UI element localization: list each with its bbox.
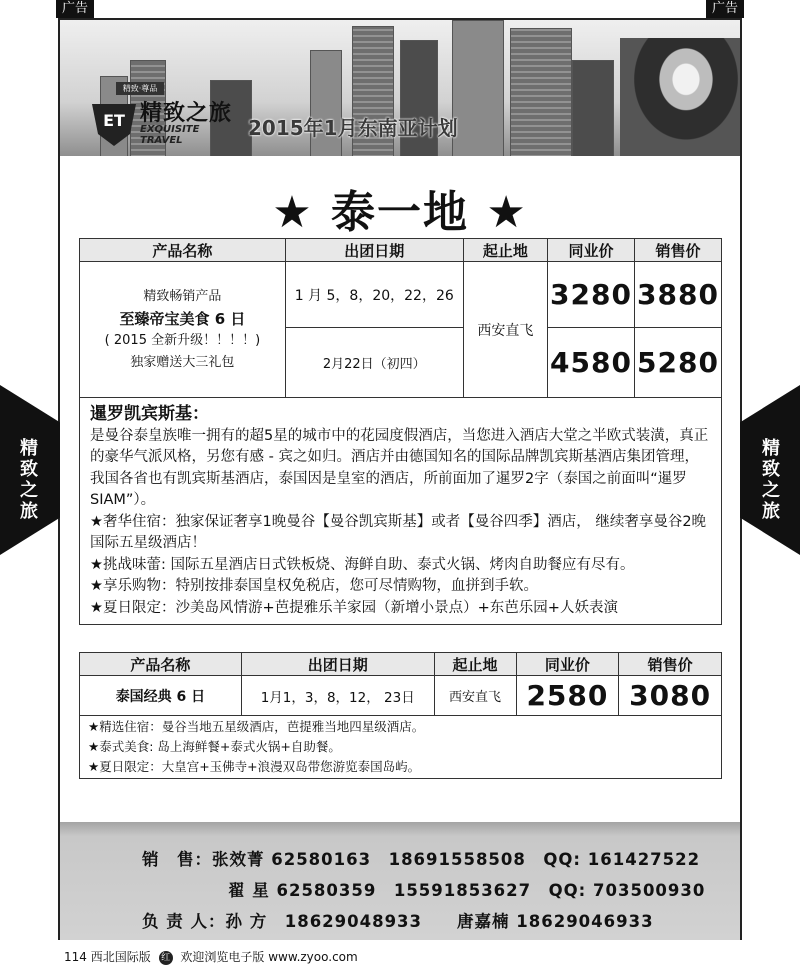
col-header: 产品名称: [80, 239, 286, 262]
brand-name-en: [140, 124, 199, 146]
col-header: 产品名称: [80, 653, 242, 676]
banner: [60, 20, 740, 156]
col-header: 销售价: [619, 653, 722, 676]
ad-tag-left: 广告: [56, 0, 94, 18]
col-header: 同业价: [516, 653, 619, 676]
sale-price: 3080: [619, 676, 722, 716]
side-tab-label-left: 精致之旅: [20, 438, 38, 522]
brand-name: 精致之旅: [140, 101, 233, 126]
brand-en-line2: TRAVEL: [140, 135, 183, 146]
sale-price: 3880: [635, 262, 722, 328]
banner-title: 2015年1月东南亚计划: [248, 116, 458, 140]
page-footer: [64, 948, 358, 965]
product-line: ( 2015 全新升级！！！！): [104, 332, 261, 348]
feature-bullet: ★夏日限定：大皇宫+玉佛寺+浪漫双岛带您游览泰国岛屿。: [88, 759, 421, 774]
model-photo: [620, 38, 740, 156]
feature-bullet: ★挑战味蕾: 国际五星酒店日式铁板烧、海鲜自助、泰式火锅、烤肉自助餐应有尽有。: [90, 556, 635, 573]
feature-bullet: ★夏日限定：沙美岛风情游+芭提雅乐羊家园（新增小景点）+东芭乐园+人妖表演: [90, 599, 618, 616]
contact-line: 销 售：张效菁 62580163 18691558508 QQ: 161427522: [142, 850, 701, 869]
building: [510, 28, 572, 156]
contact-line: 负 责 人：孙 方 18629048933 唐嘉楠 18629046933: [142, 912, 654, 931]
depart-dates: 1月1，3，8，12， 23日: [241, 676, 434, 716]
feature-bullet: ★奢华住宿：独家保证奢享1晚曼谷【曼谷凯宾斯基】或者【曼谷四季】酒店， 继续奢享曼谷2晚国际五星级酒店！: [90, 513, 707, 551]
col-header: 起止地: [463, 239, 547, 262]
trade-price: 2580: [516, 676, 619, 716]
building: [452, 20, 504, 156]
product-line: 精致畅销产品: [143, 288, 222, 304]
ad-tag-right: 广告: [706, 0, 744, 18]
feature-bullet: ★享乐购物：特别按排泰国皇权免税店，您可尽情购物，血拼到手软。: [90, 578, 538, 594]
sale-price: 5280: [635, 328, 722, 398]
section-name: 西北国际版: [90, 950, 151, 964]
product-name-cell: [80, 262, 286, 398]
depart-dates: 1 月 5，8，20，22，26: [285, 262, 463, 328]
product-2-features: [79, 716, 722, 779]
hotel-description: [79, 398, 722, 625]
trade-price: 4580: [548, 328, 635, 398]
contact-line: 翟 星 62580359 15591853627 QQ: 703500930: [228, 881, 706, 900]
side-tab-label-right: 精致之旅: [762, 438, 780, 522]
product-table-1: [79, 238, 722, 398]
newspaper-icon: 红: [159, 951, 173, 965]
brand-badge: 精致·尊品: [116, 82, 164, 95]
page-number: 114: [64, 950, 87, 964]
col-header: 出团日期: [241, 653, 434, 676]
feature-bullet: ★泰式美食: 岛上海鲜餐+泰式火锅+自助餐。: [88, 739, 341, 754]
product-line: 至臻帝宝美食 6 日: [119, 309, 246, 328]
product-table-2: [79, 652, 722, 716]
col-header: 同业价: [548, 239, 635, 262]
brand-en-line1: EXQUISITE: [140, 124, 200, 135]
product-name-cell: 泰国经典 6 日: [80, 676, 242, 716]
building: [572, 60, 614, 156]
svg-text:ET: ET: [103, 111, 125, 130]
col-header: 起止地: [434, 653, 516, 676]
section-title: 暹罗凯宾斯基：: [90, 404, 209, 424]
website-text: 欢迎浏览电子版 www.zyoo.com: [180, 950, 358, 964]
contact-footer: [60, 822, 740, 940]
description-body: 是曼谷泰皇族唯一拥有的超5星的城市中的花园度假酒店，当您进入酒店大堂之半欧式装潢，真正的豪华气派风格，另您有感 - 宾之如归。酒店并由德国知名的国际品牌凯宾斯基酒店集团管理，我国各省也有凯宾斯基酒店，泰国因是皇室的酒店，所前面加了暹罗2字（泰国之前面叫“暹罗 SIAM”）。: [90, 427, 709, 508]
origin-cell: 西安直飞: [434, 676, 516, 716]
page-title: ★ 泰一地 ★: [272, 187, 528, 238]
col-header: 销售价: [635, 239, 722, 262]
product-line: 独家赠送大三礼包: [130, 354, 235, 370]
brand-logo-icon: [86, 94, 142, 150]
feature-bullet: ★精选住宿：曼谷当地五星级酒店，芭提雅当地四星级酒店。: [88, 719, 425, 734]
col-header: 出团日期: [285, 239, 463, 262]
origin-cell: 西安直飞: [463, 262, 547, 398]
trade-price: 3280: [548, 262, 635, 328]
depart-dates: 2月22日（初四）: [285, 328, 463, 398]
